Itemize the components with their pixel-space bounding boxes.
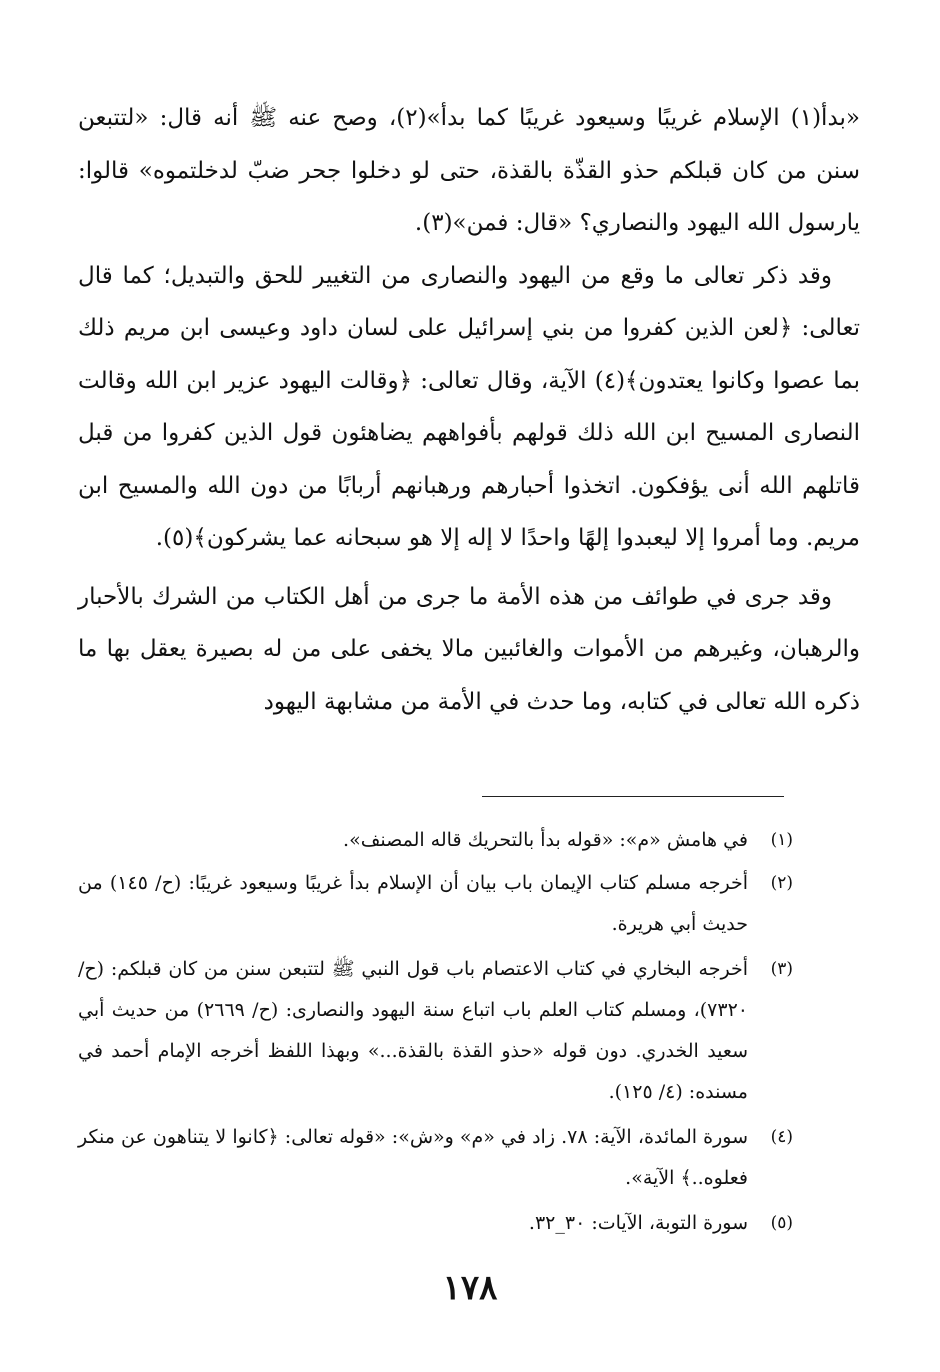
paragraph: وقد ذكر تعالى ما وقع من اليهود والنصارى من التغيير للحق والتبديل؛ كما قال تعالى: ﴿لعن الذين كفروا من بني إسرائيل على لسان داود وعيسى ابن مريم ذلك بما عصوا وكانوا يعتدون﴾(٤) الآية، وقال تعالى: ﴿وقالت اليهود عزير ابن الله وقالت النصارى المسيح ابن الله ذلك قولهم بأفواههم يضاهئون قول الذين كفروا من قبل قاتلهم الله أنى يؤفكون. اتخذوا أحبارهم ورهبانهم أربابًا من دون الله والمسيح ابن مريم. وما أمروا إلا ليعبدوا إلهًا واحدًا لا إله إلا هو سبحانه عما يشركون﴾(٥).	[78, 262, 860, 551]
footnote-number: (١)	[770, 830, 793, 850]
footnote-number: (٢)	[770, 873, 793, 893]
footnote-number: (٤)	[770, 1127, 793, 1147]
footnote-text: سورة التوبة، الآيات: ٣٠_٣٢.	[528, 1212, 748, 1234]
footnote-text: في هامش «م»: «قوله بدأ بالتحريك قاله المصنف».	[343, 829, 748, 851]
footnote	[78, 820, 793, 861]
footnote-text: سورة المائدة، الآية: ٧٨. زاد في «م» و«ش»: «قوله تعالى: ﴿كانوا لا يتناهون عن منكر فعلوه..﴾ الآية».	[78, 1126, 748, 1189]
footnote-text: أخرجه مسلم كتاب الإيمان باب بيان أن الإسلام بدأ غريبًا وسيعود غريبًا: (ح/ ١٤٥) من حديث أبي هريرة.	[78, 872, 748, 935]
paragraph: «بدأ(١) الإسلام غريبًا وسيعود غريبًا كما بدأ»(٢)، وصح عنه ﷺ أنه قال: «لتتبعن سنن من كان قبلكم حذو القذّة بالقذة، حتى لو دخلوا جحر ضبّ لدخلتموه» قالوا: يارسول الله اليهود والنصاري؟ «قال: فمن»(٣).	[78, 105, 860, 236]
footnote	[78, 1117, 793, 1199]
footnote	[78, 949, 793, 1113]
footnote-divider	[482, 796, 784, 797]
footnote-text: أخرجه البخاري في كتاب الاعتصام باب قول النبي ﷺ لتتبعن سنن من كان قبلكم: (ح/ ٧٣٢٠)، ومسلم كتاب العلم باب اتباع سنة اليهود والنصارى: (ح/ ٢٦٦٩) من حديث أبي سعيد الخدري. دون قوله «حذو القذة بالقذة...» وبهذا اللفظ أخرجه الإمام أحمد في مسنده: (٤/ ١٢٥).	[78, 958, 748, 1103]
footnotes	[78, 820, 793, 1248]
paragraph: وقد جرى في طوائف من هذه الأمة ما جرى من أهل الكتاب من الشرك بالأحبار والرهبان، وغيرهم من الأموات والغائبين مالا يخفى على من له بصيرة يعقل بها ما ذكره الله تعالى في كتابه، وما حدث في الأمة من مشابهة اليهود	[78, 583, 860, 715]
footnote-number: (٣)	[770, 959, 793, 979]
page-number: ١٧٨	[442, 1268, 498, 1308]
footnote	[78, 1203, 793, 1244]
main-text	[78, 92, 860, 728]
footnote	[78, 863, 793, 945]
footnote-number: (٥)	[770, 1213, 793, 1233]
